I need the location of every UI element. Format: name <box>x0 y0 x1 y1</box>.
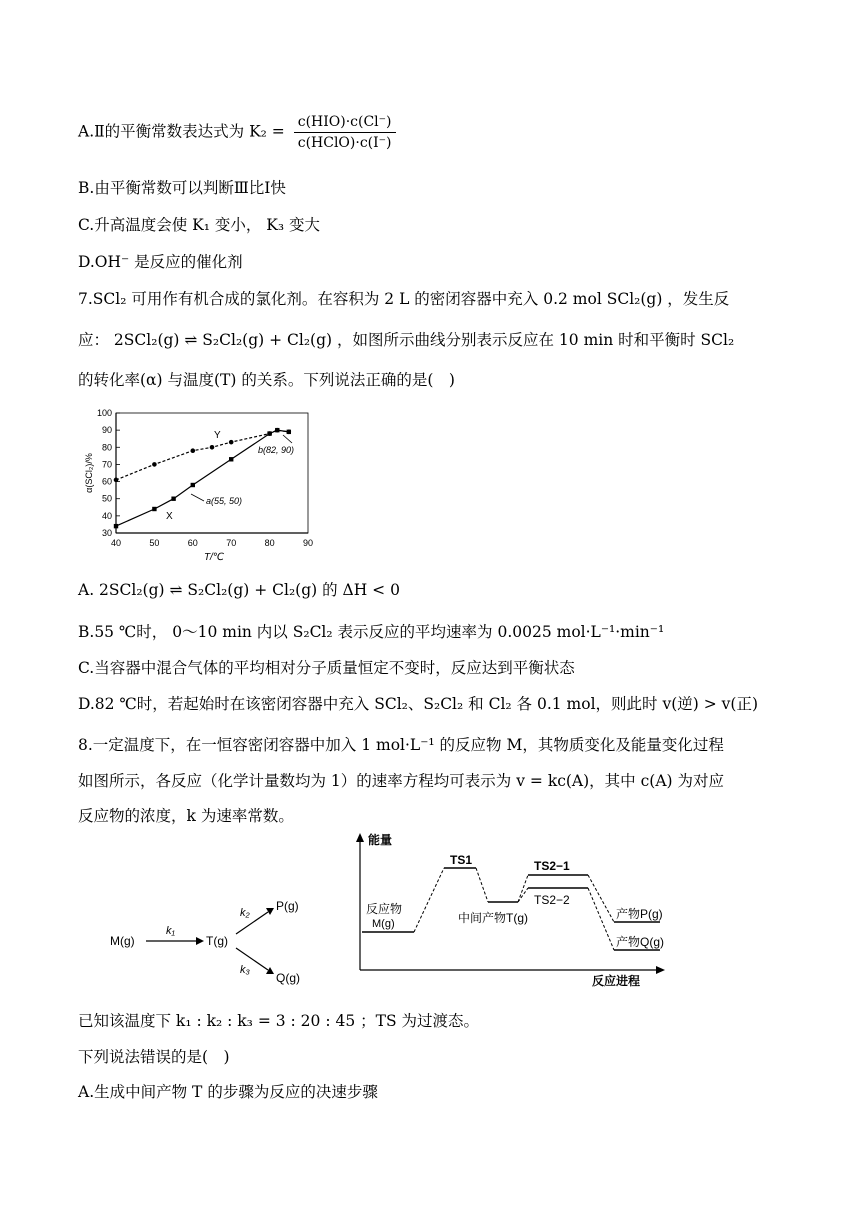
q6-option-c: C.升高温度会使 K₁ 变小， K₃ 变大 <box>78 216 321 234</box>
series-x-label: X <box>166 511 173 522</box>
q7-option-c: C.当容器中混合气体的平均相对分子质量恒定不变时，反应达到平衡状态 <box>78 659 575 677</box>
scheme-q: Q(g) <box>276 971 300 985</box>
q6-option-a-prefix: A.Ⅱ的平衡常数表达式为 K₂ = <box>78 122 285 141</box>
x-tick-label: 40 <box>110 538 122 548</box>
k2-fraction <box>294 112 396 153</box>
ts22-label: TS2−2 <box>534 893 570 907</box>
q8-reaction-scheme <box>100 870 330 994</box>
series-x-point <box>191 483 195 487</box>
x-tick-label: 60 <box>187 538 198 548</box>
y-tick-label: 50 <box>101 493 112 504</box>
y-tick-label: 80 <box>101 442 112 453</box>
arrowhead-k3 <box>266 967 274 974</box>
q7-option-b: B.55 ℃时， 0～10 min 内以 S₂Cl₂ 表示反应的平均速率为 0.0025 mol·L⁻¹·min⁻¹ <box>78 623 665 641</box>
q7-option-a: A. 2SCl₂(g) ⇌ S₂Cl₂(g) + Cl₂(g) 的 ΔH < 0 <box>78 581 400 599</box>
y-axis-label: α(SCl₂)/% <box>84 453 94 493</box>
energy-axis-arrow <box>356 833 364 842</box>
point-b-pointer <box>283 435 292 443</box>
path-to-q <box>588 888 614 950</box>
q8-option-a: A.生成中间产物 T 的步骤为反应的决速步骤 <box>78 1083 378 1101</box>
q8-question: 下列说法错误的是( ) <box>78 1048 230 1066</box>
series-y-label: Y <box>214 430 221 441</box>
y-tick-label: 70 <box>101 459 112 470</box>
series-x-point <box>114 524 118 528</box>
path-to-ts21 <box>518 875 528 902</box>
q7-stem-line3: 的转化率(α) 与温度(T) 的关系。下列说法正确的是( ) <box>78 371 455 389</box>
scheme-p: P(g) <box>276 899 299 913</box>
point-a-pointer <box>191 494 204 501</box>
series-x-point <box>171 497 175 501</box>
k2-numerator: c(HIO)·c(Cl⁻) <box>294 112 396 133</box>
product-p-label: 产物P(g) <box>616 907 663 921</box>
scheme-k3: k₃ <box>240 964 250 976</box>
series-y-point <box>210 445 215 450</box>
q7-conversion-chart <box>78 405 318 569</box>
scheme-k2: k₂ <box>240 907 250 919</box>
path-ts1-to-mid <box>476 868 488 902</box>
series-y-point <box>152 462 157 467</box>
q7-chart-svg <box>78 405 318 565</box>
q8-known-ratio: 已知该温度下 k₁ : k₂ : k₃ = 3 : 20 : 45 ；TS 为过渡态。 <box>78 1012 480 1030</box>
series-y-point <box>267 431 272 436</box>
series-x-point <box>229 457 233 461</box>
intermediate-label: 中间产物T(g) <box>458 911 528 925</box>
point-b-label: b(82, 90) <box>258 445 295 455</box>
y-tick-label: 100 <box>96 408 112 418</box>
path-to-ts1 <box>414 868 444 932</box>
progress-axis-label: 反应进程 <box>592 974 641 988</box>
arrowhead-k1 <box>196 937 204 945</box>
series-y-point <box>229 440 234 445</box>
q8-stem-line3: 反应物的浓度，k 为速率常数。 <box>78 807 294 825</box>
reactant-label: 反应物 <box>366 902 403 916</box>
point-a-label: a(55, 50) <box>206 496 243 506</box>
axis-ticks <box>97 408 313 548</box>
ts1-label: TS1 <box>450 853 473 867</box>
ts21-label: TS2−1 <box>534 859 570 873</box>
scheme-m: M(g) <box>110 934 135 948</box>
y-tick-label: 90 <box>101 425 112 436</box>
scheme-k1: k₁ <box>166 925 175 937</box>
series-y-point <box>114 478 119 483</box>
path-to-ts22 <box>518 888 528 902</box>
energy-axis-label: 能量 <box>368 833 393 847</box>
x-axis-label: T/℃ <box>203 552 225 563</box>
reactant-formula: M(g) <box>372 918 395 930</box>
q7-stem-line1: 7.SCl₂ 可用作有机合成的氯化剂。在容积为 2 L 的密闭容器中充入 0.2 mol SCl₂(g) ，发生反 <box>78 290 730 308</box>
energy-svg <box>352 830 672 990</box>
q7-option-d: D.82 ℃时，若起始时在该密闭容器中充入 SCl₂、S₂Cl₂ 和 Cl₂ 各 0.1 mol，则此时 v(逆) > v(正) <box>78 695 759 713</box>
x-tick-label: 80 <box>264 538 275 548</box>
q8-stem-line2: 如图所示，各反应（化学计量数均为 1）的速率方程均可表示为 v = kc(A)，其中 c(A) 为对应 <box>78 772 724 790</box>
series-x-point <box>152 507 156 511</box>
product-q-label: 产物Q(g) <box>616 935 665 949</box>
scheme-t: T(g) <box>206 934 228 948</box>
series-y-point <box>287 430 292 435</box>
q6-option-a <box>78 112 396 153</box>
progress-axis-arrow <box>656 966 665 974</box>
x-tick-label: 50 <box>149 538 160 548</box>
series-y-point <box>191 448 196 453</box>
q8-energy-diagram <box>352 830 672 994</box>
x-tick-label: 70 <box>226 538 237 548</box>
y-tick-label: 30 <box>101 528 112 538</box>
arrowhead-k2 <box>266 908 274 915</box>
q6-option-d: D.OH⁻ 是反应的催化剂 <box>78 253 243 271</box>
series-y-point <box>275 428 280 433</box>
y-tick-label: 40 <box>101 510 112 521</box>
x-tick-label: 90 <box>302 538 314 548</box>
k2-denominator: c(HClO)·c(I⁻) <box>297 135 392 151</box>
y-tick-label: 60 <box>101 476 112 487</box>
q7-stem-line2: 应： 2SCl₂(g) ⇌ S₂Cl₂(g) + Cl₂(g) ，如图所示曲线分别表示反应在 10 min 时和平衡时 SCl₂ <box>78 331 735 349</box>
scheme-svg <box>100 870 330 990</box>
q6-option-b: B.由平衡常数可以判断Ⅲ比Ⅰ快 <box>78 179 286 197</box>
q8-stem-line1: 8.一定温度下，在一恒容密闭容器中加入 1 mol·L⁻¹ 的反应物 M，其物质变化及能量变化过程 <box>78 736 724 754</box>
